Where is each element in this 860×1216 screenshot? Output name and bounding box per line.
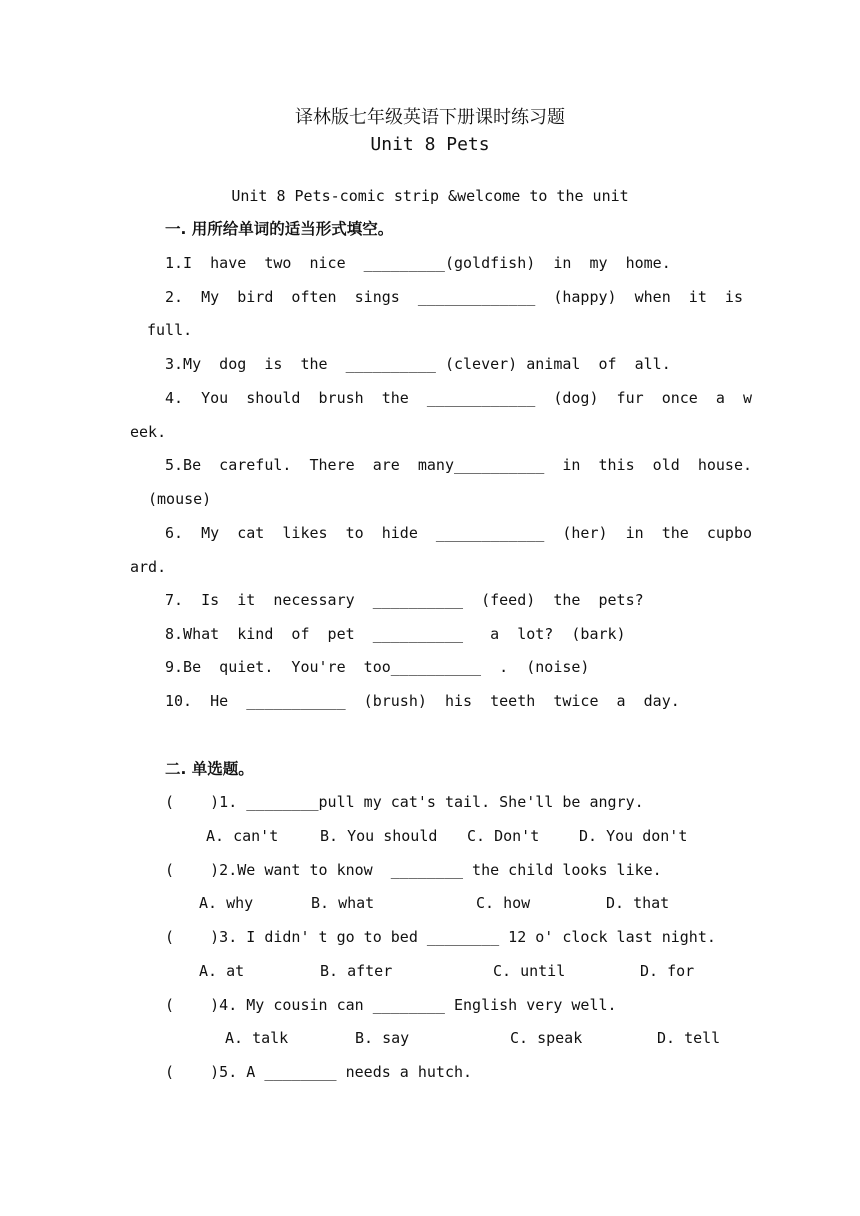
option-c: C. until [493,962,566,980]
fill-in-line: 5.Be careful. There are many__________ in this old house. [165,456,752,474]
option-d: D. that [606,894,670,912]
option-c: C. Don't [467,827,540,845]
fill-in-line: 3.My dog is the __________ (clever) animal of all. [165,355,671,373]
fill-in-line-continuation: full. [147,321,193,339]
section-2-heading: 二. 单选题。 [165,760,254,778]
option-c: C. how [476,894,531,912]
option-c: C. speak [510,1029,583,1047]
option-a: A. at [199,962,245,980]
option-b: B. what [311,894,375,912]
question-stem: ( )2.We want to know ________ the child looks like. [165,861,662,879]
fill-in-line: 1.I have two nice _________(goldfish) in my home. [165,254,671,272]
option-b: B. You should [320,827,438,845]
option-a: A. why [199,894,254,912]
fill-in-line: 9.Be quiet. You're too__________ . (noise) [165,658,590,676]
fill-in-line: 8.What kind of pet __________ a lot? (bark) [165,625,626,643]
fill-in-line: 10. He ___________ (brush) his teeth twice a day. [165,692,680,710]
document-title-chinese: 译林版七年级英语下册课时练习题 [295,107,565,128]
option-d: D. You don't [579,827,688,845]
fill-in-line-continuation: (mouse) [148,490,212,508]
option-b: B. say [355,1029,410,1047]
question-stem: ( )5. A ________ needs a hutch. [165,1063,473,1081]
option-a: A. talk [225,1029,289,1047]
option-d: D. for [640,962,695,980]
fill-in-line: 2. My bird often sings _____________ (happy) when it is [165,288,743,306]
option-a: A. can't [206,827,279,845]
question-stem: ( )3. I didn' t go to bed ________ 12 o' clock last night. [165,928,716,946]
option-b: B. after [320,962,393,980]
document-title-english: Unit 8 Pets [370,134,490,155]
lesson-title: Unit 8 Pets-comic strip &welcome to the unit [231,187,629,205]
fill-in-line: 7. Is it necessary __________ (feed) the pets? [165,591,644,609]
fill-in-line-continuation: ard. [130,558,167,576]
fill-in-line: 4. You should brush the ____________ (dog) fur once a w [165,389,752,407]
question-stem: ( )4. My cousin can ________ English very well. [165,996,617,1014]
section-1-heading: 一. 用所给单词的适当形式填空。 [165,220,394,238]
question-stem: ( )1. ________pull my cat's tail. She'll be angry. [165,793,644,811]
fill-in-line: 6. My cat likes to hide ____________ (her) in the cupbo [165,524,752,542]
option-d: D. tell [657,1029,721,1047]
fill-in-line-continuation: eek. [130,423,167,441]
